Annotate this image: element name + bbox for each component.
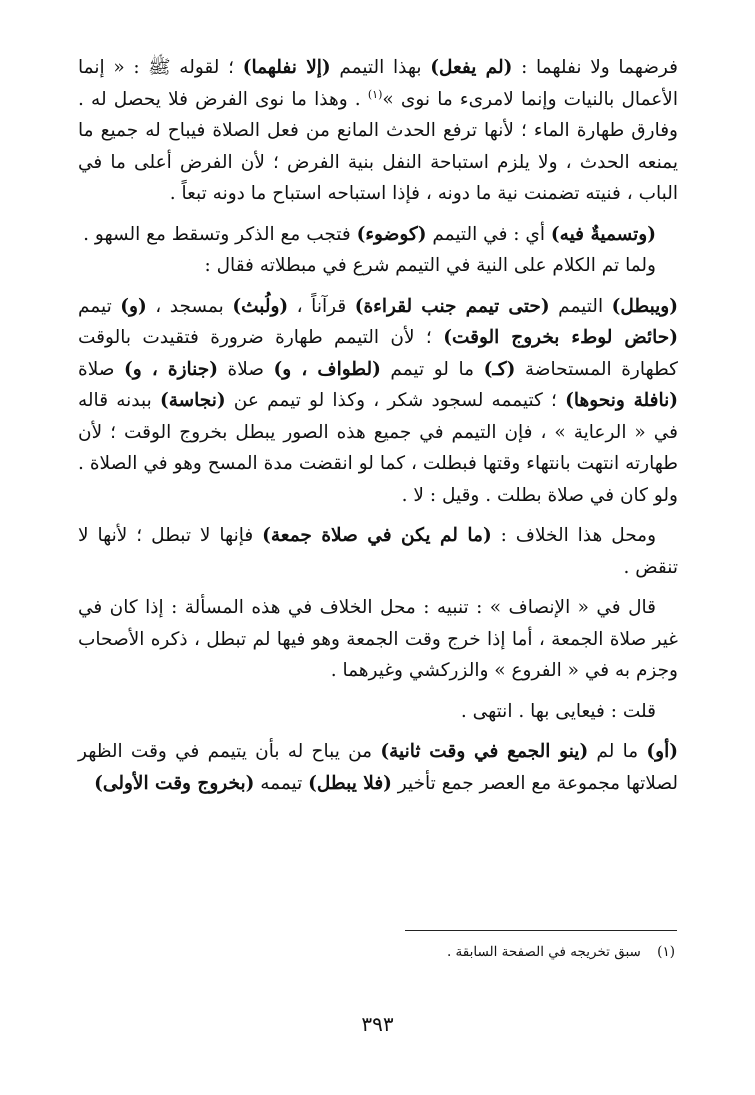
text-run: فرضهما ولا نفلهما : [512,57,678,78]
text-run: فإنها لا تبطل ؛ لأنها لا تنقض . [78,525,678,578]
paragraph-gap [78,727,678,736]
text-run: ؛ لأن التيمم طهارة ضرورة فتقيدت بالوقت كطهارة المستحاضة [78,327,678,380]
text-run: صلاة [78,358,125,380]
bold-text-run: (إلا نفلهما) [242,57,331,78]
footnote-number: (١) [657,944,675,960]
bold-text-run: (ينو الجمع في وقت ثانية) [380,741,589,762]
bold-text-run: (حتى تيمم جنب لقراءة) [354,295,550,317]
footnote-reference: (١) [367,87,383,101]
paragraph [78,736,678,799]
page-number: ٣٩٣ [361,1012,394,1036]
text-run: فتجب مع الذكر وتسقط مع السهو . [83,223,357,245]
text-run: بمسجد ، [146,295,233,317]
footnote-divider [405,930,677,931]
bold-text-run: (نجاسة) [159,390,226,411]
text-run: صلاة [217,358,274,380]
text-run: ما لو تيمم [380,358,484,380]
bold-text-run: (نافلة ونحوها) [565,390,679,411]
bold-text-run: (كوضوء) [356,223,427,245]
text-run: من يباح له بأن يتيمم في وقت الظهر لصلاتها مجموعة مع العصر جمع تأخير [78,741,678,794]
text-run: ومحل هذا الخلاف : [491,525,657,546]
paragraph [78,520,678,583]
main-text [78,52,678,799]
bold-text-run: (لطواف ، و) [273,358,381,380]
bold-text-run: (أو) [646,741,678,762]
bold-text-run: (ولُبث) [232,295,289,317]
text-run: قرآناً ، [288,295,355,317]
bold-text-run: (كـ) [483,358,516,380]
bold-text-run: (بخروج وقت الأولى) [94,772,255,794]
text-run: ؛ لقوله ﷺ : « إنما الأعمال بالنيات وإنما لامرىء ما نوى » [78,57,678,110]
text-run: تيمم [78,295,121,317]
paragraph-gap [78,282,678,291]
bold-text-run: (فلا يبطل) [308,772,392,794]
bold-text-run: (ما لم يكن في صلاة جمعة) [262,525,492,546]
text-run: التيمم [549,295,612,317]
paragraph [78,592,678,687]
bold-text-run: (لم يفعل) [430,57,513,78]
paragraph [78,219,678,251]
paragraph-gap [78,583,678,592]
bold-text-run: (ويبطل) [611,295,678,317]
text-run: ما لم [588,741,647,762]
bold-text-run: (جنازة ، و) [124,358,218,380]
bold-text-run: (حائض لوطء بخروج الوقت) [443,327,678,348]
bold-text-run: (و) [120,295,147,317]
paragraph [78,696,678,728]
paragraph-gap [78,687,678,696]
text-run: ولما تم الكلام على النية في التيمم شرع في مبطلاته فقال : [204,255,656,276]
text-run: . وهذا ما نوى الفرض فلا يحصل له . وفارق طهارة الماء ؛ لأنها ترفع الحدث المانع من فعل الصلاة فيباح له جميع ما يمنعه الحدث ، ولا يلزم استباحة النفل بنية الفرض ؛ لأن الفرض أعلى ما في الباب ، فنيته تضمنت نية ما دونه ، فإذا استباحه استباح ما دونه تبعاً . [78,88,678,204]
text-run: تيممه [254,772,309,794]
footnote-text: سبق تخريجه في الصفحة السابقة . [446,944,641,960]
text-run: قال في « الإنصاف » : تنبيه : محل الخلاف في هذه المسألة : إذا كان في غير صلاة الجمعة ، أما إذا خرج وقت الجمعة وهو فيها لم تبطل ، ذكره الأصحاب وجزم به في « الفروع » والزركشي وغيرهما . [78,597,678,681]
bold-text-run: (وتسميةٌ فيه) [550,223,656,245]
text-run: ؛ كتيممه لسجود شكر ، وكذا لو تيمم عن [225,390,566,411]
paragraph-gap [78,210,678,219]
text-run: بهذا التيمم [330,57,431,78]
paragraph [78,291,678,512]
text-run: ببدنه قاله في « الرعاية » ، فإن التيمم في جميع هذه الصور يبطل بخروج الوقت ؛ لأن طهارته انتهت بانتهاء وقتها فبطلت ، كما لو انقضت مدة المسح وهو في الصلاة . ولو كان في صلاة بطلت . وقيل : لا . [78,390,678,506]
text-run: قلت : فيعايى بها . انتهى . [460,700,656,722]
paragraph [78,52,678,210]
footnote [447,942,675,962]
paragraph-gap [78,511,678,520]
paragraph [78,250,678,282]
text-run: أي : في التيمم [426,223,551,245]
page-body [78,52,678,992]
